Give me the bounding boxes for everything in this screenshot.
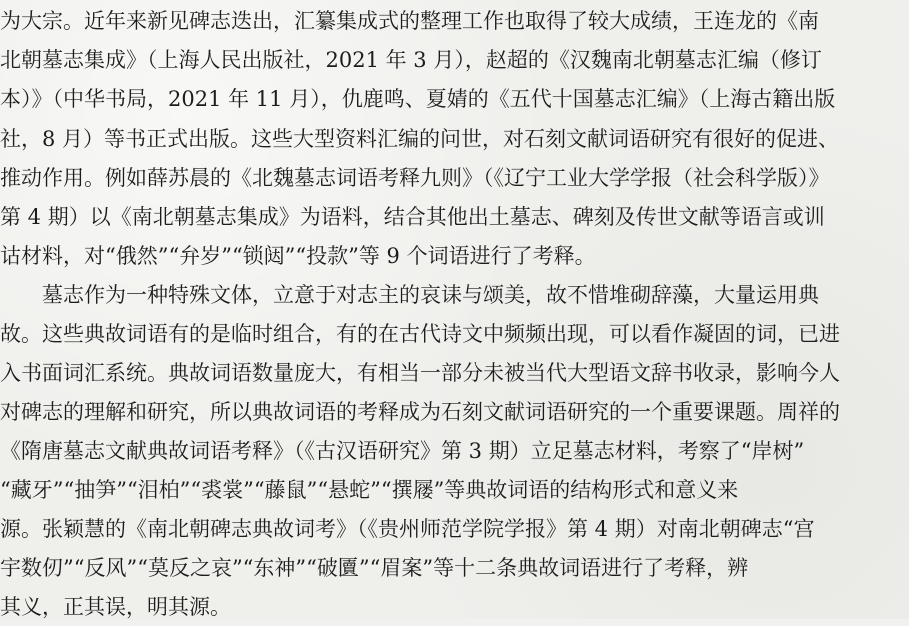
text-line-11: 对碑志的理解和研究，所以典故词语的考释成为石刻文献词语研究的一个重要课题。周祥的: [0, 400, 840, 424]
text-line-2: 北朝墓志集成》（上海人民出版社，2021 年 3 月），赵超的《汉魏南北朝墓志汇编（修订: [0, 48, 822, 72]
text-line-9: 故。这些典故词语有的是临时组合，有的在古代诗文中频频出现，可以看作凝固的词，已进: [0, 322, 840, 346]
text-line-12: 《隋唐墓志文献典故词语考释》（《古汉语研究》第 3 期）立足墓志材料，考察了“岸树”: [0, 439, 805, 463]
text-line-16: 其义，正其误，明其源。: [0, 595, 231, 619]
text-line-14: 源。张颖慧的《南北朝碑志典故词考》（《贵州师范学院学报》第 4 期）对南北朝碑志“宫: [0, 517, 815, 541]
text-line-15: 宇数仞”“反风”“莫反之哀”“东神”“破匵”“眉案”等十二条典故词语进行了考释，辨: [0, 556, 749, 580]
paragraph-start-line: 墓志作为一种特殊文体，立意于对志主的哀诔与颂美，故不惜堆砌辞藻，大量运用典: [42, 283, 819, 307]
text-line-1: 为大宗。近年来新见碑志迭出，汇纂集成式的整理工作也取得了较大成绩，王连龙的《南: [0, 9, 819, 33]
text-line-6: 第 4 期）以《南北朝墓志集成》为语料，结合其他出土墓志、碑刻及传世文献等语言或训: [0, 205, 825, 229]
text-line-7: 诂材料，对“俄然”“弁岁”“锁闼”“投款”等 9 个词语进行了考释。: [0, 244, 596, 268]
text-line-4: 社，8 月）等书正式出版。这些大型资料汇编的问世，对石刻文献词语研究有很好的促进、: [0, 127, 840, 151]
text-line-5: 推动作用。例如薛苏晨的《北魏墓志词语考释九则》（《辽宁工业大学学报（社会科学版）》: [0, 166, 830, 190]
text-line-3: 本）》（中华书局，2021 年 11 月），仇鹿鸣、夏婧的《五代十国墓志汇编》（上海古籍出版: [0, 87, 836, 111]
text-line-13: “藏牙”“抽笋”“泪柏”“裘裳”“藤鼠”“悬蛇”“撰屦”等典故词语的结构形式和意义来: [0, 478, 739, 502]
text-line-10: 入书面词汇系统。典故词语数量庞大，有相当一部分未被当代大型语文辞书收录，影响今人: [0, 361, 840, 385]
